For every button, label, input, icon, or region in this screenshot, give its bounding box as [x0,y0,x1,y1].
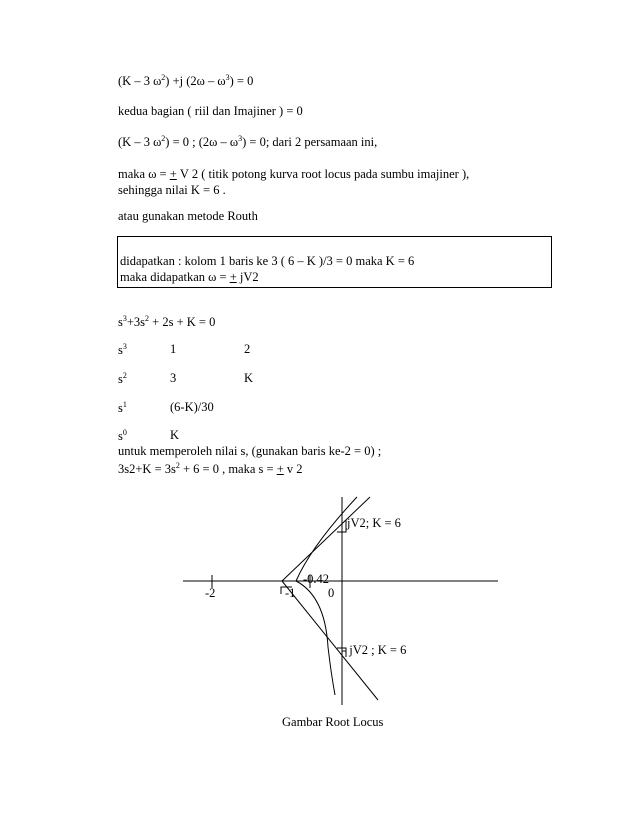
tick-label-origin: 0 [328,586,335,600]
routh-cell: (6-K)/30 [170,400,214,414]
routh-row-label: $s^1$ [118,400,127,415]
eq2-part-a: (K – 3 ω [118,135,162,149]
tick-label-minus-2: -2 [205,586,216,600]
routh-row-label: $s^0$ [118,428,127,443]
text-routh-method: atau gunakan metode Routh [118,209,258,223]
eq1-sup1: 2 [161,73,166,82]
eq2-part-b: ) = 0 ; (2ω – ω [165,135,239,149]
box-line-2-a: maka didapatkan ω = [120,270,230,284]
char-eq-sup1: 3 [122,314,127,323]
s-solution-c: v 2 [283,462,303,476]
eq2-part-c: ) = 0; dari 2 persamaan ini, [242,135,378,149]
lower-crossing-label: - jV2 ; K = 6 [342,643,407,657]
routh-cell: 2 [244,342,251,356]
eq1-part-a: (K – 3 ω [118,74,162,88]
tick-label-minus-1: -1 [285,586,296,600]
char-eq-c: + 2s + K = 0 [149,315,216,329]
char-eq-a: s [118,315,123,329]
text-k-value: sehingga nilai K = 6 . [118,183,226,197]
routh-cell: 3 [170,371,177,385]
eq1-sup2: 3 [225,73,230,82]
breakaway-label: -0.42 [303,572,330,586]
routh-cell: K [244,371,254,385]
eq2-sup1: 2 [161,134,166,143]
routh-cell: 1 [170,342,177,356]
box-plus-minus: + [229,270,237,284]
s-solution-sup: 2 [175,461,180,470]
figure-caption: Gambar Root Locus [282,715,384,729]
box-line-1: didapatkan : kolom 1 baris ke 3 ( 6 – K )/3 = 0 maka K = 6 [120,254,415,268]
s-solution-a: 3s2+K = 3s [118,462,176,476]
upper-crossing-label: jV2; K = 6 [347,516,401,530]
eq1-part-b: ) +j (2ω – ω [165,74,226,88]
routh-row-label: $s^3$ [118,342,127,357]
s-solution-b: + 6 = 0 , maka s = [179,462,277,476]
omega-part-a: maka ω = [118,167,170,181]
omega-part-b: V 2 ( titik potong kurva root locus pada sumbu imajiner ), [176,167,470,181]
routh-cell: K [170,428,180,442]
asymptote-upper [282,497,370,581]
s-solution-plus-minus: + [276,462,284,476]
eq1-part-c: ) = 0 [229,74,254,88]
plus-minus-symbol: + [169,167,177,181]
text-real-imag: kedua bagian ( riil dan Imajiner ) = 0 [118,104,303,118]
eq2-sup2: 3 [238,134,243,143]
char-eq-b: +3s [126,315,146,329]
box-line-2-b: jV2 [236,270,259,284]
char-eq-sup2: 2 [145,314,150,323]
routh-note: untuk memperoleh nilai s, (gunakan baris ke-2 = 0) ; [118,444,382,458]
routh-row-label: $s^2$ [118,371,127,386]
